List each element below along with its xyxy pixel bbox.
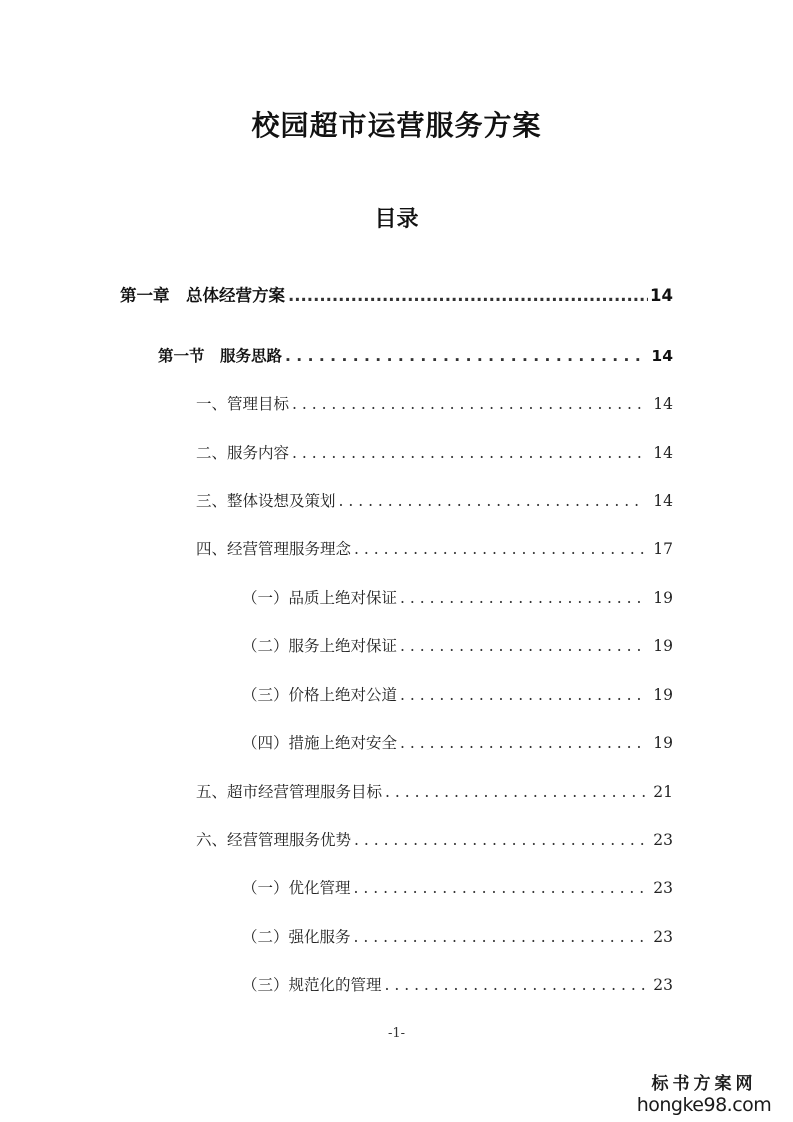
watermark-url: hongke98.com bbox=[636, 1094, 772, 1116]
toc-entry-page: 14 bbox=[651, 347, 673, 365]
toc-leader-dots bbox=[285, 344, 643, 368]
toc-entry-section-1[interactable] bbox=[158, 344, 673, 368]
toc-entry-subitem[interactable] bbox=[242, 586, 673, 610]
toc-leader-dots bbox=[292, 441, 645, 465]
toc-entry-label: 六、经营管理服务优势 bbox=[196, 831, 352, 849]
toc-entry-page: 19 bbox=[653, 734, 673, 752]
toc-entry-page: 23 bbox=[653, 831, 673, 849]
toc-leader-dots bbox=[354, 876, 646, 900]
toc-entry-page: 19 bbox=[653, 686, 673, 704]
toc-leader-dots bbox=[400, 683, 645, 707]
toc-entry-page: 14 bbox=[650, 286, 673, 305]
watermark-text: 标书方案网 bbox=[651, 1074, 757, 1094]
toc-entry-label: 第一章 总体经营方案 bbox=[120, 286, 285, 305]
toc-entry-label: 一、管理目标 bbox=[196, 395, 290, 413]
document-title: 校园超市运营服务方案 bbox=[251, 109, 542, 142]
toc-entry-subitem[interactable] bbox=[242, 634, 673, 658]
toc-entry-label: 第一节 服务思路 bbox=[158, 347, 283, 365]
toc-leader-dots bbox=[339, 489, 646, 513]
toc-entry-subitem[interactable] bbox=[242, 925, 673, 949]
toc-entry-label: （四）措施上绝对安全 bbox=[242, 734, 398, 752]
toc-entry-page: 19 bbox=[653, 637, 673, 655]
toc-entry-page: 23 bbox=[653, 928, 673, 946]
watermark-logo bbox=[629, 1069, 779, 1116]
toc-entry-page: 14 bbox=[653, 395, 673, 413]
toc-entry-item[interactable] bbox=[196, 489, 673, 513]
toc-entry-label: （一）优化管理 bbox=[242, 879, 351, 897]
toc-heading: 目录 bbox=[374, 207, 419, 232]
toc-entry-page: 14 bbox=[653, 444, 673, 462]
toc-entry-item[interactable] bbox=[196, 441, 673, 465]
toc-entry-page: 23 bbox=[653, 879, 673, 897]
toc-entry-chapter-1[interactable] bbox=[120, 284, 673, 308]
toc-entry-subitem[interactable] bbox=[242, 731, 673, 755]
toc-entry-label: 四、经营管理服务理念 bbox=[196, 540, 352, 558]
toc-leader-dots bbox=[400, 586, 645, 610]
toc-entry-item[interactable] bbox=[196, 392, 673, 416]
toc-leader-dots bbox=[354, 537, 645, 561]
toc-entry-item[interactable] bbox=[196, 828, 673, 852]
toc-entry-subitem[interactable] bbox=[242, 876, 673, 900]
toc-leader-dots bbox=[400, 634, 645, 658]
toc-leader-dots bbox=[400, 731, 645, 755]
toc-entry-page: 17 bbox=[653, 540, 673, 558]
toc-entry-label: （三）价格上绝对公道 bbox=[242, 686, 398, 704]
toc-leader-dots bbox=[288, 284, 648, 308]
toc-entry-label: （二）强化服务 bbox=[242, 928, 351, 946]
toc-entry-page: 23 bbox=[653, 976, 673, 994]
toc-leader-dots bbox=[354, 828, 645, 852]
toc-entry-label: （二）服务上绝对保证 bbox=[242, 637, 398, 655]
toc-entry-label: 三、整体设想及策划 bbox=[196, 492, 336, 510]
toc-leader-dots bbox=[292, 392, 645, 416]
toc-leader-dots bbox=[354, 925, 646, 949]
toc-entry-item[interactable] bbox=[196, 780, 673, 804]
toc-leader-dots bbox=[385, 780, 645, 804]
toc-entry-item[interactable] bbox=[196, 537, 673, 561]
toc-entry-page: 21 bbox=[653, 783, 673, 801]
toc-entry-subitem[interactable] bbox=[242, 683, 673, 707]
toc-entry-page: 14 bbox=[653, 492, 673, 510]
toc-entry-page: 19 bbox=[653, 589, 673, 607]
toc-leader-dots bbox=[385, 973, 646, 997]
toc-entry-label: 二、服务内容 bbox=[196, 444, 290, 462]
toc-entry-subitem[interactable] bbox=[242, 973, 673, 997]
toc-entry-label: 五、超市经营管理服务目标 bbox=[196, 783, 383, 801]
page-number: -1- bbox=[387, 1026, 406, 1041]
toc-entry-label: （一）品质上绝对保证 bbox=[242, 589, 398, 607]
toc-entry-label: （三）规范化的管理 bbox=[242, 976, 382, 994]
